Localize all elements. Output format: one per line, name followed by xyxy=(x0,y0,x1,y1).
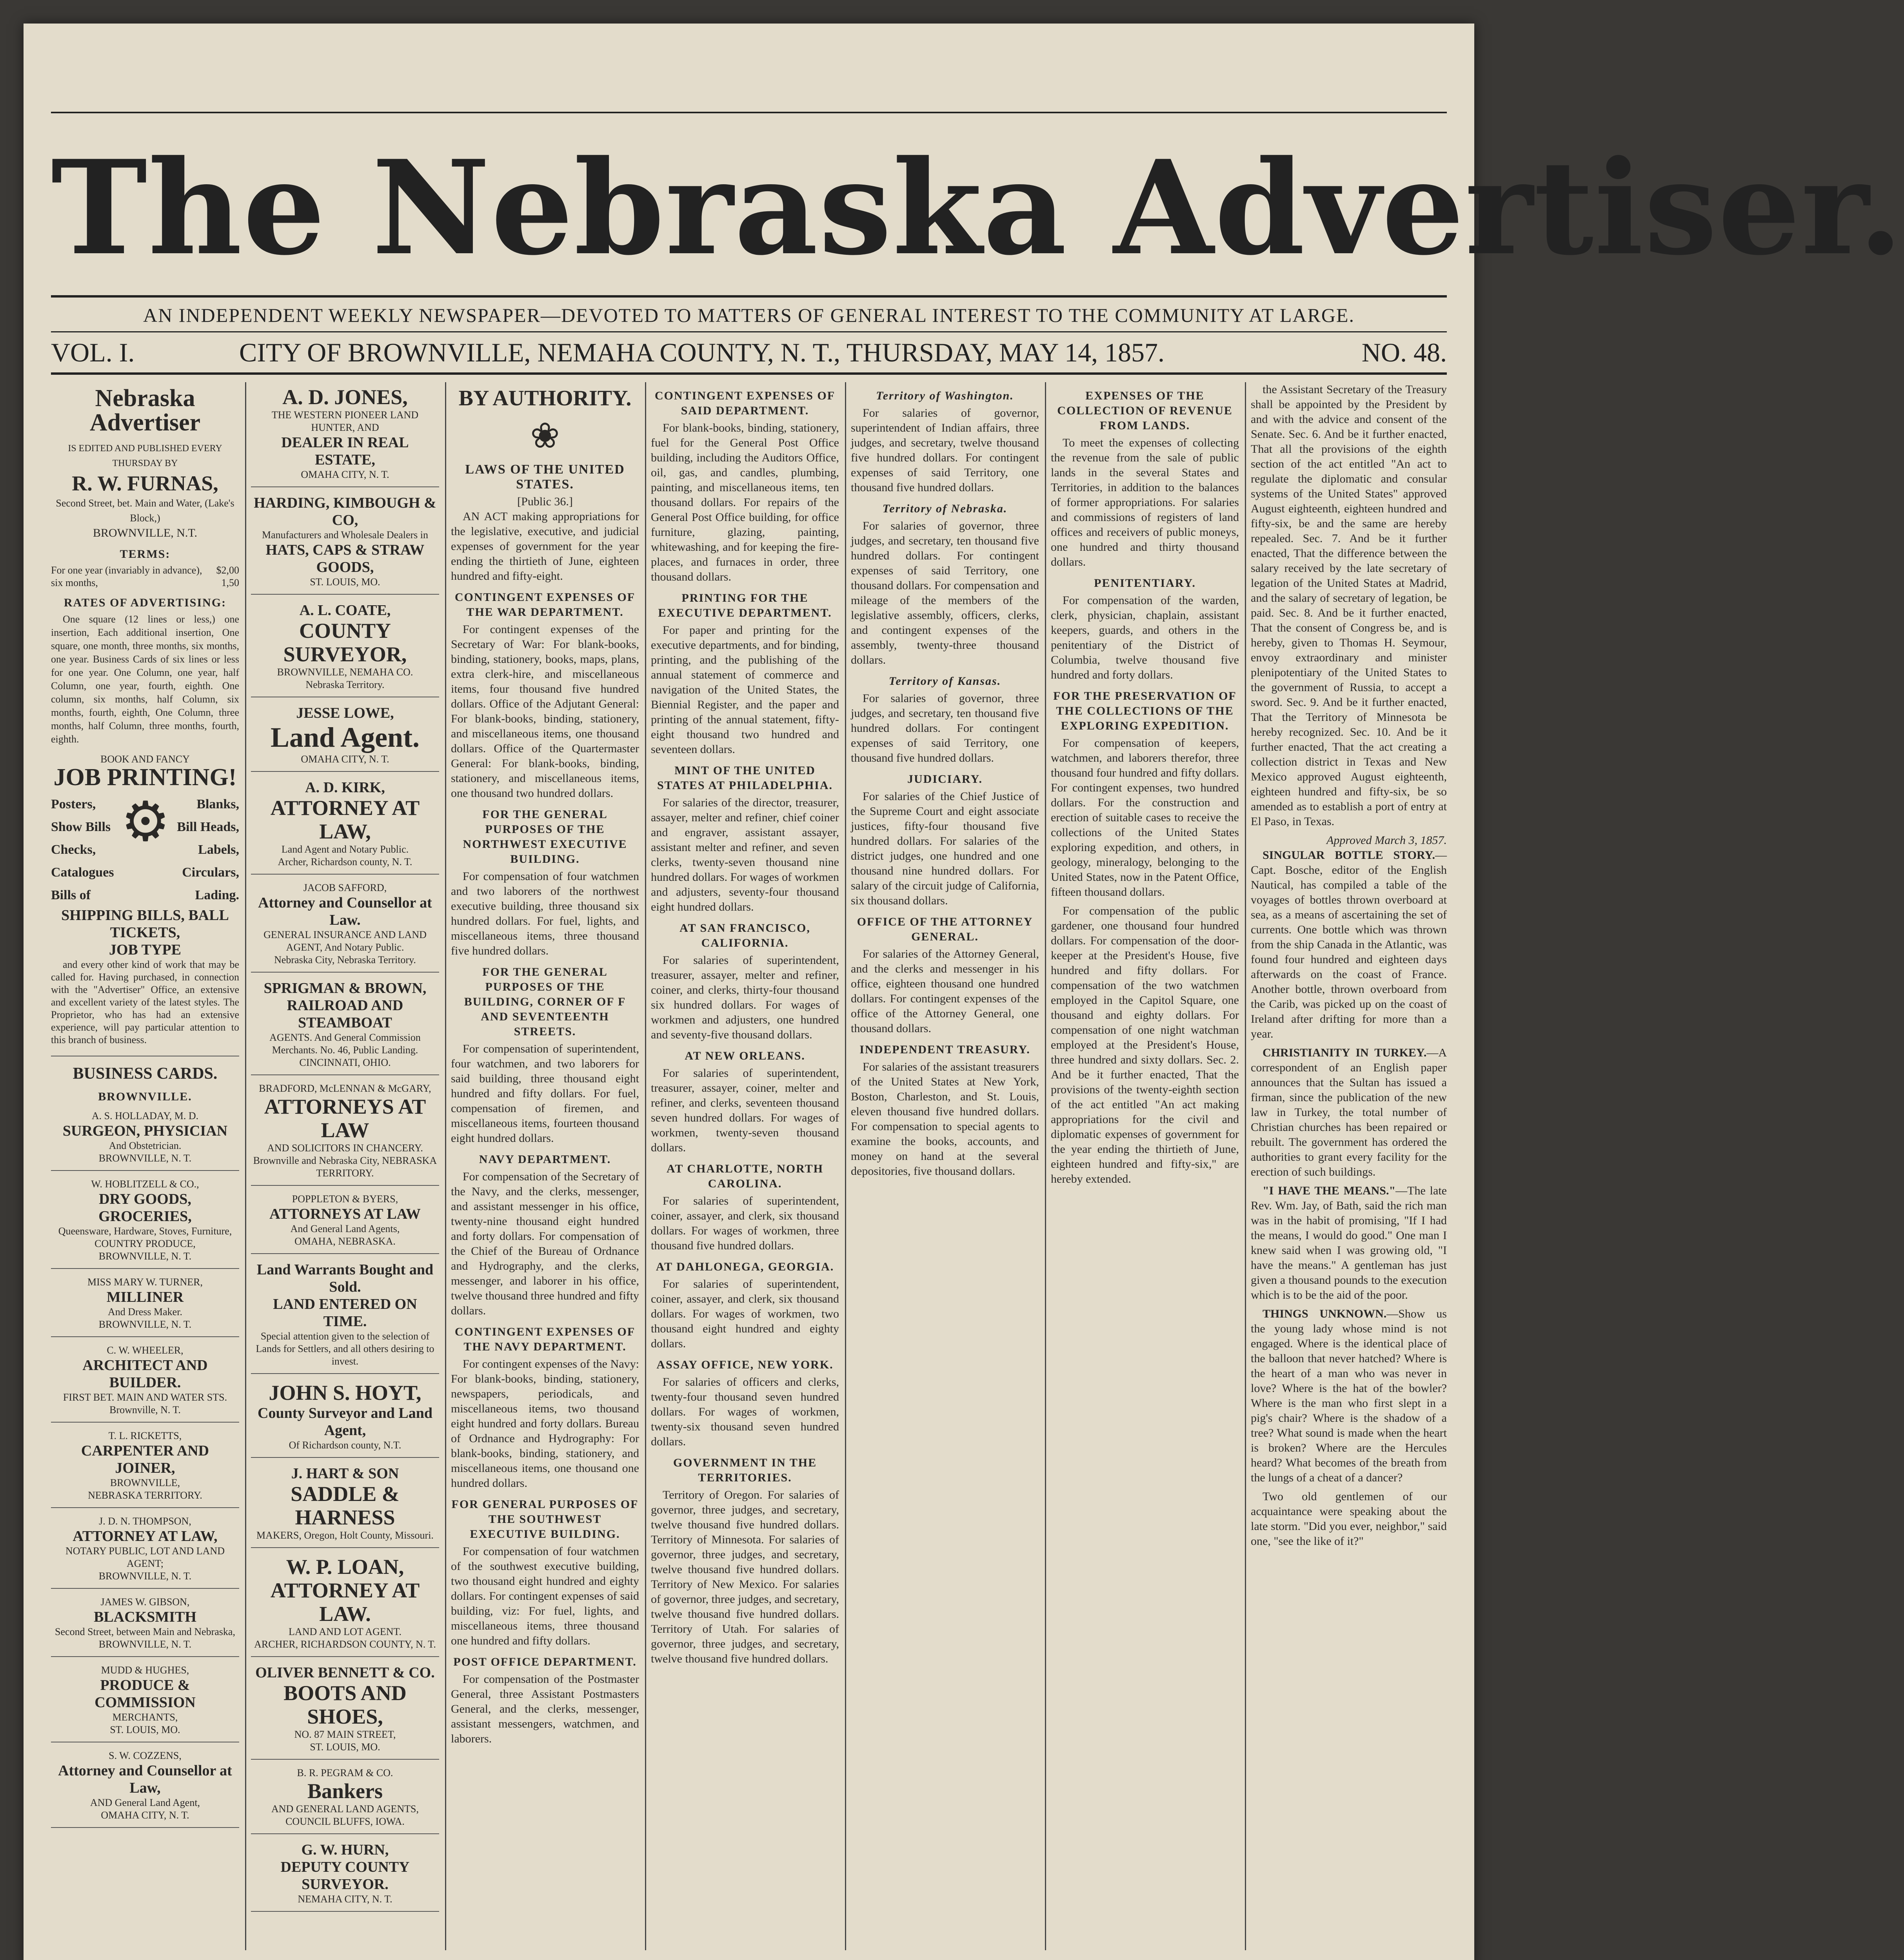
item-text: —Show us the young lady whose mind is not engaged. Where is the identical place of the balloon that never hatched? Where is the heart of a man who was never in love? Where is the hat of the bowler? Where is the man who first slept in a pig's chair? Where is the shadow of a tree? What sound is made when the heart is broken? Where are the Hercules heard? What becomes of the breath from the lungs of a cheat of a dancer? xyxy=(1251,1307,1447,1484)
section-heading: MINT OF THE UNITED STATES AT PHILADELPHIA. xyxy=(657,764,833,792)
section-heading: Territory of Nebraska. xyxy=(882,502,1008,515)
section-text: For salaries of superintendent, coiner, assayer, and clerk, six thousand dollars. For wages of workmen, three thousand five hundred dollars. xyxy=(651,1194,839,1252)
terms-heading: TERMS: xyxy=(120,548,171,561)
advertisement: A. D. JONES, THE WESTERN PIONEER LAND HUNTER, AND DEALER IN REAL ESTATE, OMAHA CITY, N. T. xyxy=(251,382,439,487)
dateline-rule xyxy=(51,372,1447,375)
publisher-address: Second Street, bet. Main and Water, (Lake's Block,) xyxy=(56,497,234,524)
advertisement: J. HART & SON SADDLE & HARNESS MAKERS, Oregon, Holt County, Missouri. xyxy=(251,1462,439,1548)
section-heading: FOR GENERAL PURPOSES OF THE SOUTHWEST EXECUTIVE BUILDING. xyxy=(451,1498,639,1541)
section-text: For salaries of the Attorney General, and the clerks and messenger in his office, eighteen thousand one hundred dollars. For contingent expenses of the office of the Attorney General, one thousand dollars. xyxy=(851,947,1039,1035)
item-heading: SINGULAR BOTTLE STORY. xyxy=(1263,849,1435,862)
section-text: For compensation of superintendent, four watchmen, and two laborers for said building, three thousand eight hundred and fifty dollars. For fuel, compensation of firemen, and miscellaneous items, fourteen thousand eight hundred dollars. xyxy=(451,1042,639,1145)
section-text: For contingent expenses of the Navy: For blank-books, binding, stationery, newspapers, periodicals, and miscellaneous items, two thousand eight hundred and forty dollars. Bureau of Ordnance and Hydrography: For blank-books, binding, stationery, and miscellaneous items, one thousand one hundred dollars. xyxy=(451,1357,639,1490)
column-miscellany xyxy=(1251,382,1447,1950)
section-heading: AT CHARLOTTE, NORTH CAROLINA. xyxy=(666,1162,824,1190)
masthead-top-rule xyxy=(51,112,1447,113)
laws-subheading: LAWS OF THE UNITED STATES. xyxy=(465,462,625,492)
section-text: For salaries of the Chief Justice of the Supreme Court and eight associate justices, fifty-four thousand five hundred dollars. For salaries of the district judges, one hundred and one thousand nine hundred dollars. For salary of the circuit judge of California, six thousand dollars. xyxy=(851,790,1039,907)
section-text: For blank-books, binding, stationery, fuel for the General Post Office building, including the Auditors Office, oil, gas, and candles, plumbing, painting, and miscellaneous items, ten thousand dollars. For repairs of the General Post Office building, for office furniture, glazing, painting, whitewashing, and for keeping the fire-places, and furnaces in order, three thousand dollars. xyxy=(651,421,839,583)
business-cards-heading: BUSINESS CARDS. xyxy=(73,1065,218,1083)
section-text: To meet the expenses of collecting the revenue from the sale of public lands in the several States and Territories, in addition to the balances of former appropriations. For salaries and commissions of registers of land offices and receivers of public moneys, one hundred and thirty thousand dollars. xyxy=(1051,436,1239,568)
business-card: MUDD & HUGHES, PRODUCE & COMMISSION MERCHANTS, ST. LOUIS, MO. xyxy=(51,1661,239,1742)
eagle-icon: ❀ xyxy=(530,417,560,456)
job-item: Labels, xyxy=(198,842,239,857)
section-heading: INDEPENDENT TREASURY. xyxy=(859,1043,1030,1056)
job-item: Circulars, xyxy=(182,865,239,880)
rates-heading: RATES OF ADVERTISING: xyxy=(64,596,227,609)
advertisement: W. P. LOAN, ATTORNEY AT LAW. LAND AND LOT AGENT. ARCHER, RICHARDSON COUNTY, N. T. xyxy=(251,1552,439,1657)
published-line: IS EDITED AND PUBLISHED EVERY THURSDAY BY xyxy=(68,443,222,468)
section-text: For compensation of the public gardener, one thousand four hundred dollars. For compensation of the door-keeper at the President's House, five hundred and fifty dollars. For compensation of the two watchmen employed in the Capitol Square, one thousand and eighty dollars. For compensation of one night watchman employed at the President's House, three hundred and sixty dollars. Sec. 2. And be it further enacted, That the provisions of the twenty-eighth section of the act entitled "An act making appropriations for the civil and diplomatic expenses of government for the year ending the thirtieth of June, eighteen hundred and fifty-six," are hereby extended. xyxy=(1051,904,1239,1185)
column-publisher-info xyxy=(51,382,239,1950)
item-text: —A correspondent of an English paper announces that the Sultan has issued a firman, since the publication of the new law in Turkey, the total number of Christian churches has been repaired or rebuilt. The government has ordered the authorities to grant every facility for the erection of such buildings. xyxy=(1251,1046,1447,1178)
section-text: For salaries of officers and clerks, twenty-four thousand seven hundred dollars. For wages of workmen, twenty-six thousand seven hundred dollars. xyxy=(651,1376,839,1448)
advertisement: A. D. KIRK, ATTORNEY AT LAW, Land Agent and Notary Public. Archer, Richardson county, N. T. xyxy=(251,776,439,875)
advertisement: BRADFORD, McLENNAN & McGARY, ATTORNEYS AT LAW AND SOLICITORS IN CHANCERY. Brownville and Nebraska City, NEBRASKA TERRITORY. xyxy=(251,1079,439,1186)
advertisement: G. W. HURN, DEPUTY COUNTY SURVEYOR. NEMAHA CITY, N. T. xyxy=(251,1838,439,1912)
section-text: For salaries of superintendent, treasurer, assayer, melter and refiner, coiner, and clerks, thirty-four thousand six hundred dollars. For wages of workmen and adjusters, one hundred and seventy-five thousand dollars. xyxy=(651,954,839,1041)
job-title: JOB PRINTING! xyxy=(53,764,237,791)
approved-date: Approved March 3, 1857. xyxy=(1326,834,1447,847)
publisher-city: BROWNVILLE, N.T. xyxy=(93,526,198,539)
volume-number: VOL. I. xyxy=(51,338,135,367)
item-text: Two old gentlemen of our acquaintance were speaking about the late storm. "Did you ever, neighbor," said one, "see the like of it?" xyxy=(1251,1490,1447,1548)
section-text: For contingent expenses of the Secretary of War: For blank-books, binding, stationery, books, maps, plans, extra clerk-hire, and miscellaneous items, four thousand five hundred dollars. Office of the Adjutant General: For blank-books, binding, stationery, and miscellaneous items, one thousand dollars. Office of the Quartermaster General: For blank-books, binding, stationery, and miscellaneous items, one thousand two hundred dollars. xyxy=(451,623,639,800)
place-and-date: CITY OF BROWNVILLE, NEMAHA COUNTY, N. T., THURSDAY, MAY 14, 1857. xyxy=(239,338,1165,367)
section-heading: CONTINGENT EXPENSES OF SAID DEPARTMENT. xyxy=(654,389,836,417)
section-text: For compensation of the warden, clerk, physician, chaplain, assistant keepers, guards, and others in the penitentiary of the District of Columbia, twelve thousand five hundred and forty dollars. xyxy=(1051,594,1239,681)
section-heading: FOR THE GENERAL PURPOSES OF THE NORTHWEST EXECUTIVE BUILDING. xyxy=(463,808,627,866)
section-heading: AT NEW ORLEANS. xyxy=(685,1049,805,1062)
section-text: For salaries of governor, three judges, and secretary, ten thousand five hundred dollars. For contingent expenses of said Territory, one thousand dollars. For compensation and mileage of the members of the legislative assembly, officers, clerks, and contingent expenses of the assembly, twenty-three thousand dollars. xyxy=(851,519,1039,666)
section-text: For paper and printing for the executive departments, and for binding, printing, and the publishing of the annual statement of commerce and navigation of the United States, the Biennial Register, and the paper and printing of the annual statement, fifty-eight thousand two hundred and seventeen dollars. xyxy=(651,624,839,756)
section-heading: FOR THE GENERAL PURPOSES OF THE BUILDING, CORNER OF F AND SEVENTEENTH STREETS. xyxy=(464,965,626,1038)
business-card: MISS MARY W. TURNER, MILLINER And Dress Maker. BROWNVILLE, N. T. xyxy=(51,1273,239,1337)
section-heading: FOR THE PRESERVATION OF THE COLLECTIONS OF THE EXPLORING EXPEDITION. xyxy=(1053,690,1237,732)
column-rule xyxy=(245,382,246,1950)
column-rule xyxy=(1045,382,1046,1950)
job-item: Lading. xyxy=(195,888,239,902)
section-heading: Territory of Kansas. xyxy=(888,675,1001,688)
job-item: Posters, xyxy=(51,797,96,811)
masthead-title: The Nebraska Advertiser. xyxy=(51,132,1904,284)
shipping-line: SHIPPING BILLS, BALL TICKETS, xyxy=(61,907,229,941)
column-rule xyxy=(445,382,446,1950)
section-heading: GOVERNMENT IN THE TERRITORIES. xyxy=(673,1456,817,1484)
act-intro: AN ACT making appropriations for the legislative, executive, and judicial expenses of government for the year ending the thirtieth of June, eighteen hundred and fifty-eight. xyxy=(451,510,639,583)
newspaper-page xyxy=(24,24,1904,1960)
job-item: Show Bills xyxy=(51,820,111,834)
dateline xyxy=(51,337,1447,372)
printing-press-icon: ⚙ xyxy=(121,792,170,853)
advertisement: OLIVER BENNETT & CO. BOOTS AND SHOES, NO. 87 MAIN STREET, ST. LOUIS, MO. xyxy=(251,1661,439,1760)
columns xyxy=(51,382,1447,1950)
act-continued-text: the Assistant Secretary of the Treasury shall be appointed by the President by and with the advice and consent of the Senate. Sec. 6. And be it further enacted, That all the provisions of the eighth section of the act entitled "An act to regulate the diplomatic and consular systems of the United States" approved August eighteenth, eighteen hundred and fifty-six, be and the same are hereby repealed. Sec. 7. And be it further enacted, That the difference between the salary received by the late secretary of legation of the United States at Madrid, and the salary of secretary of legation, be paid. Sec. 8. And be it further enacted, That the consent of Congress be, and is hereby, given to Thomas H. Seymour, envoy extraordinary and minister plenipotentiary of the United States to the government of Russia, to accept a sword. Sec. 9. And be it further enacted, That the Territory of Minnesota be hereby recognized. Sec. 10. And be it further enacted, That the act creating a collection district in Texas and New Mexico approved August eighteenth, eighteen hundred and fifty-six, be so amended as to establish a port of entry at El Paso, in Texas. xyxy=(1251,383,1447,828)
section-heading: CONTINGENT EXPENSES OF THE NAVY DEPARTMENT. xyxy=(454,1325,636,1353)
item-heading: CHRISTIANITY IN TURKEY. xyxy=(1263,1046,1427,1059)
column-laws xyxy=(451,382,639,1950)
business-card: W. HOBLITZELL & CO., DRY GOODS, GROCERIES, Queensware, Hardware, Stoves, Furniture, COUNTRY PRODUCE, BROWNVILLE, N. T. xyxy=(51,1175,239,1269)
section-text: For salaries of the director, treasurer, assayer, melter and refiner, chief coiner and engraver, assistant assayer, assistant melter and refiner, and seven clerks, twenty-seven thousand nine hundred dollars. For wages of workmen and adjusters, seventy-four thousand eight hundred dollars. xyxy=(651,796,839,913)
job-type: JOB TYPE xyxy=(109,942,182,958)
column-expenses xyxy=(1051,382,1239,1950)
by-authority-heading: BY AUTHORITY. xyxy=(458,386,632,410)
job-item: Blanks, xyxy=(196,797,239,811)
column-advertisements xyxy=(251,382,439,1950)
section-text: For salaries of governor, superintendent of Indian affairs, three judges, and secretary, twelve thousand five hundred dollars. For contingent expenses of said Territory, one thousand five hundred dollars. xyxy=(851,407,1039,494)
section-text: Territory of Oregon. For salaries of governor, three judges, and secretary, twelve thousand five hundred dollars. Territory of Minnesota. For salaries of governor, three judges, and secretary, twelve thousand five hundred dollars. Territory of New Mexico. For salaries of governor, three judges, and secretary, twelve thousand five hundred dollars. Territory of Utah. For salaries of governor, three judges, and secretary, twelve thousand five hundred dollars. xyxy=(651,1488,839,1665)
advertisement: JACOB SAFFORD, Attorney and Counsellor at Law. GENERAL INSURANCE AND LAND AGENT, And Notary Public. Nebraska City, Nebraska Territory. xyxy=(251,878,439,973)
section-text: For compensation of four watchmen of the southwest executive building, two thousand eight hundred and eighty dollars. For contingent expenses of said building, viz: For fuel, lights, and miscellaneous items, three thousand one hundred and fifty dollars. xyxy=(451,1545,639,1647)
section-text: For salaries of superintendent, treasurer, assayer, coiner, melter and refiner, and clerks, seventeen thousand seven hundred dollars. For wages of workmen, twenty-seven thousand dollars. xyxy=(651,1067,839,1154)
column-territories xyxy=(851,382,1039,1950)
masthead-bottom-rule xyxy=(51,295,1447,298)
column-rule xyxy=(845,382,846,1950)
publisher-name: R. W. FURNAS, xyxy=(72,472,218,495)
section-heading: POST OFFICE DEPARTMENT. xyxy=(453,1655,637,1668)
column-rule xyxy=(645,382,646,1950)
section-text: For compensation of the Postmaster General, three Assistant Postmasters General, and the clerks, messenger, assistant messengers, watchmen, and laborers. xyxy=(451,1673,639,1745)
section-text: For salaries of superintendent, coiner, assayer, and clerk, six thousand dollars. For wages of workmen, two thousand eight hundred and eighty dollars. xyxy=(651,1278,839,1350)
masthead-tagline: AN INDEPENDENT WEEKLY NEWSPAPER—DEVOTED TO MATTERS OF GENERAL INTEREST TO THE COMMUNITY AT LARGE. xyxy=(143,304,1355,326)
section-text: For compensation of four watchmen and two laborers of the northwest executive building, three thousand six hundred dollars. For fuel, lights, and miscellaneous items, three thousand five hundred dollars. xyxy=(451,870,639,957)
section-heading: AT SAN FRANCISCO, CALIFORNIA. xyxy=(679,922,810,949)
section-text: For compensation of the Secretary of the Navy, and the clerks, messenger, and assistant messenger in his office, twenty-nine thousand eight hundred and forty dollars. For compensation of the Chief of the Bureau of Ordnance and Hydrography, and the clerks, messenger, and laborer in his office, twelve thousand three hundred and fifty dollars. xyxy=(451,1170,639,1317)
advertisement: POPPLETON & BYERS, ATTORNEYS AT LAW And General Land Agents, OMAHA, NEBRASKA. xyxy=(251,1190,439,1254)
tagline-rule xyxy=(51,331,1447,332)
terms-row: For one year (invariably in advance), $2,00 xyxy=(51,564,239,576)
item-heading: "I HAVE THE MEANS." xyxy=(1263,1184,1396,1197)
section-heading: CONTINGENT EXPENSES OF THE WAR DEPARTMENT. xyxy=(454,591,636,619)
job-item: Bill Heads, xyxy=(177,820,239,834)
advertisement: Land Warrants Bought and Sold. LAND ENTERED ON TIME. Special attention given to the selection of Lands for Settlers, and all others desiring to invest. xyxy=(251,1258,439,1374)
rates-text: One square (12 lines or less,) one insertion, Each additional insertion, One square, one month, three months, six months, one year. Business Cards of six lines or less for one year. One Column, one year, half Column, one year, fourth, eighth. One column, six months, half Column, six months, fourth, eighth, One Column, three months, half Column, three months, fourth, eighth. xyxy=(51,613,239,745)
column-rule xyxy=(1245,382,1246,1950)
issue-number: NO. 48. xyxy=(1361,338,1447,367)
business-card: T. L. RICKETTS, CARPENTER AND JOINER, BROWNVILLE, NEBRASKA TERRITORY. xyxy=(51,1426,239,1508)
job-head: BOOK AND FANCY xyxy=(100,753,190,765)
business-card: JAMES W. GIBSON, BLACKSMITH Second Street, between Main and Nebraska, BROWNVILLE, N. T. xyxy=(51,1593,239,1657)
job-item: Bills of xyxy=(51,888,91,902)
job-printing-ad xyxy=(51,750,239,1056)
advertisement: B. R. PEGRAM & CO. Bankers AND GENERAL LAND AGENTS, COUNCIL BLUFFS, IOWA. xyxy=(251,1764,439,1834)
public-number: [Public 36.] xyxy=(517,495,573,508)
section-heading: PRINTING FOR THE EXECUTIVE DEPARTMENT. xyxy=(658,592,832,619)
section-text: For salaries of governor, three judges, and secretary, ten thousand five hundred dollars. For contingent expenses of said Territory, one thousand five hundred dollars. xyxy=(851,692,1039,764)
section-heading: JUDICIARY. xyxy=(907,773,983,786)
section-heading: OFFICE OF THE ATTORNEY GENERAL. xyxy=(857,915,1033,943)
advertisement: SPRIGMAN & BROWN, RAILROAD AND STEAMBOAT AGENTS. And General Commission Merchants. No. 46, Public Landing. CINCINNATI, OHIO. xyxy=(251,976,439,1075)
section-heading: NAVY DEPARTMENT. xyxy=(479,1153,611,1166)
advertisement: A. L. COATE, COUNTY SURVEYOR, BROWNVILLE, NEMAHA CO. Nebraska Territory. xyxy=(251,599,439,697)
business-card: C. W. WHEELER, ARCHITECT AND BUILDER. FIRST BET. MAIN AND WATER STS. Brownville, N. T. xyxy=(51,1341,239,1423)
item-heading: THINGS UNKNOWN. xyxy=(1263,1307,1387,1320)
section-heading: Territory of Washington. xyxy=(876,389,1014,402)
section-text: For compensation of keepers, watchmen, and laborers therefor, three thousand four hundred and fifty dollars. For contingent expenses, two hundred dollars. For the construction and erection of suitable cases to receive the collections of the United States exploring expedition, and others, in geology, mineralogy, belonging to the United States, now in the Patent Office, fifteen thousand dollars. xyxy=(1051,737,1239,898)
paper-name: Nebraska Advertiser xyxy=(89,385,201,436)
job-item: Catalogues xyxy=(51,865,114,880)
business-cards-place: BROWNVILLE. xyxy=(98,1090,192,1103)
section-heading: ASSAY OFFICE, NEW YORK. xyxy=(656,1358,834,1371)
terms-row: six months, 1,50 xyxy=(51,577,239,588)
item-text: —The late Rev. Wm. Jay, of Bath, said the rich man was in the habit of promising, "If I had the means, I would do good." One man I knew said when I was growing old, "I have the means." A gentleman has just given a thousand pounds to the execution which is to be the aid of the poor. xyxy=(1251,1184,1447,1301)
section-text: For salaries of the assistant treasurers of the United States at New York, Boston, Charleston, and St. Louis, eleven thousand five hundred dollars. For compensation to special agents to examine the books, accounts, and money on hand at the several depositories, five thousand dollars. xyxy=(851,1060,1039,1178)
job-text: and every other kind of work that may be called for. Having purchased, in connection with the "Advertiser" Office, an extensive and excellent variety of the latest styles. The Proprietor, who has had an extensive experience, will pay particular attention to this branch of business. xyxy=(51,959,239,1045)
business-card: A. S. HOLLADAY, M. D. SURGEON, PHYSICIAN And Obstetrician. BROWNVILLE, N. T. xyxy=(51,1107,239,1171)
business-card: S. W. COZZENS, Attorney and Counsellor at Law, AND General Land Agent, OMAHA CITY, N. T. xyxy=(51,1746,239,1828)
section-heading: EXPENSES OF THE COLLECTION OF REVENUE FROM LANDS. xyxy=(1057,389,1233,432)
advertisement: JOHN S. HOYT, County Surveyor and Land Agent, Of Richardson county, N.T. xyxy=(251,1378,439,1458)
section-heading: PENITENTIARY. xyxy=(1094,577,1196,590)
item-text: —Capt. Bosche, editor of the English Nautical, has compiled a table of the voyages of bottles thrown overboard at sea, as a means of ascertaining the set of currents. One bottle which was thrown from the ship Canada in the Atlantic, was found four hundred and eighteen days afterwards on the coast of France. Another bottle, thrown overboard from the Carib, was picked up on the coast of Ireland after drifting for more than a year. xyxy=(1251,849,1447,1040)
section-heading: AT DAHLONEGA, GEORGIA. xyxy=(656,1260,834,1273)
column-laws-continued xyxy=(651,382,839,1950)
advertisement: HARDING, KIMBOUGH & CO, Manufacturers and Wholesale Dealers in HATS, CAPS & STRAW GOODS, ST. LOUIS, MO. xyxy=(251,491,439,595)
business-card: J. D. N. THOMPSON, ATTORNEY AT LAW, NOTARY PUBLIC, LOT AND LAND AGENT; BROWNVILLE, N. T. xyxy=(51,1512,239,1589)
job-item: Checks, xyxy=(51,842,96,857)
advertisement: JESSE LOWE, Land Agent. OMAHA CITY, N. T. xyxy=(251,701,439,772)
